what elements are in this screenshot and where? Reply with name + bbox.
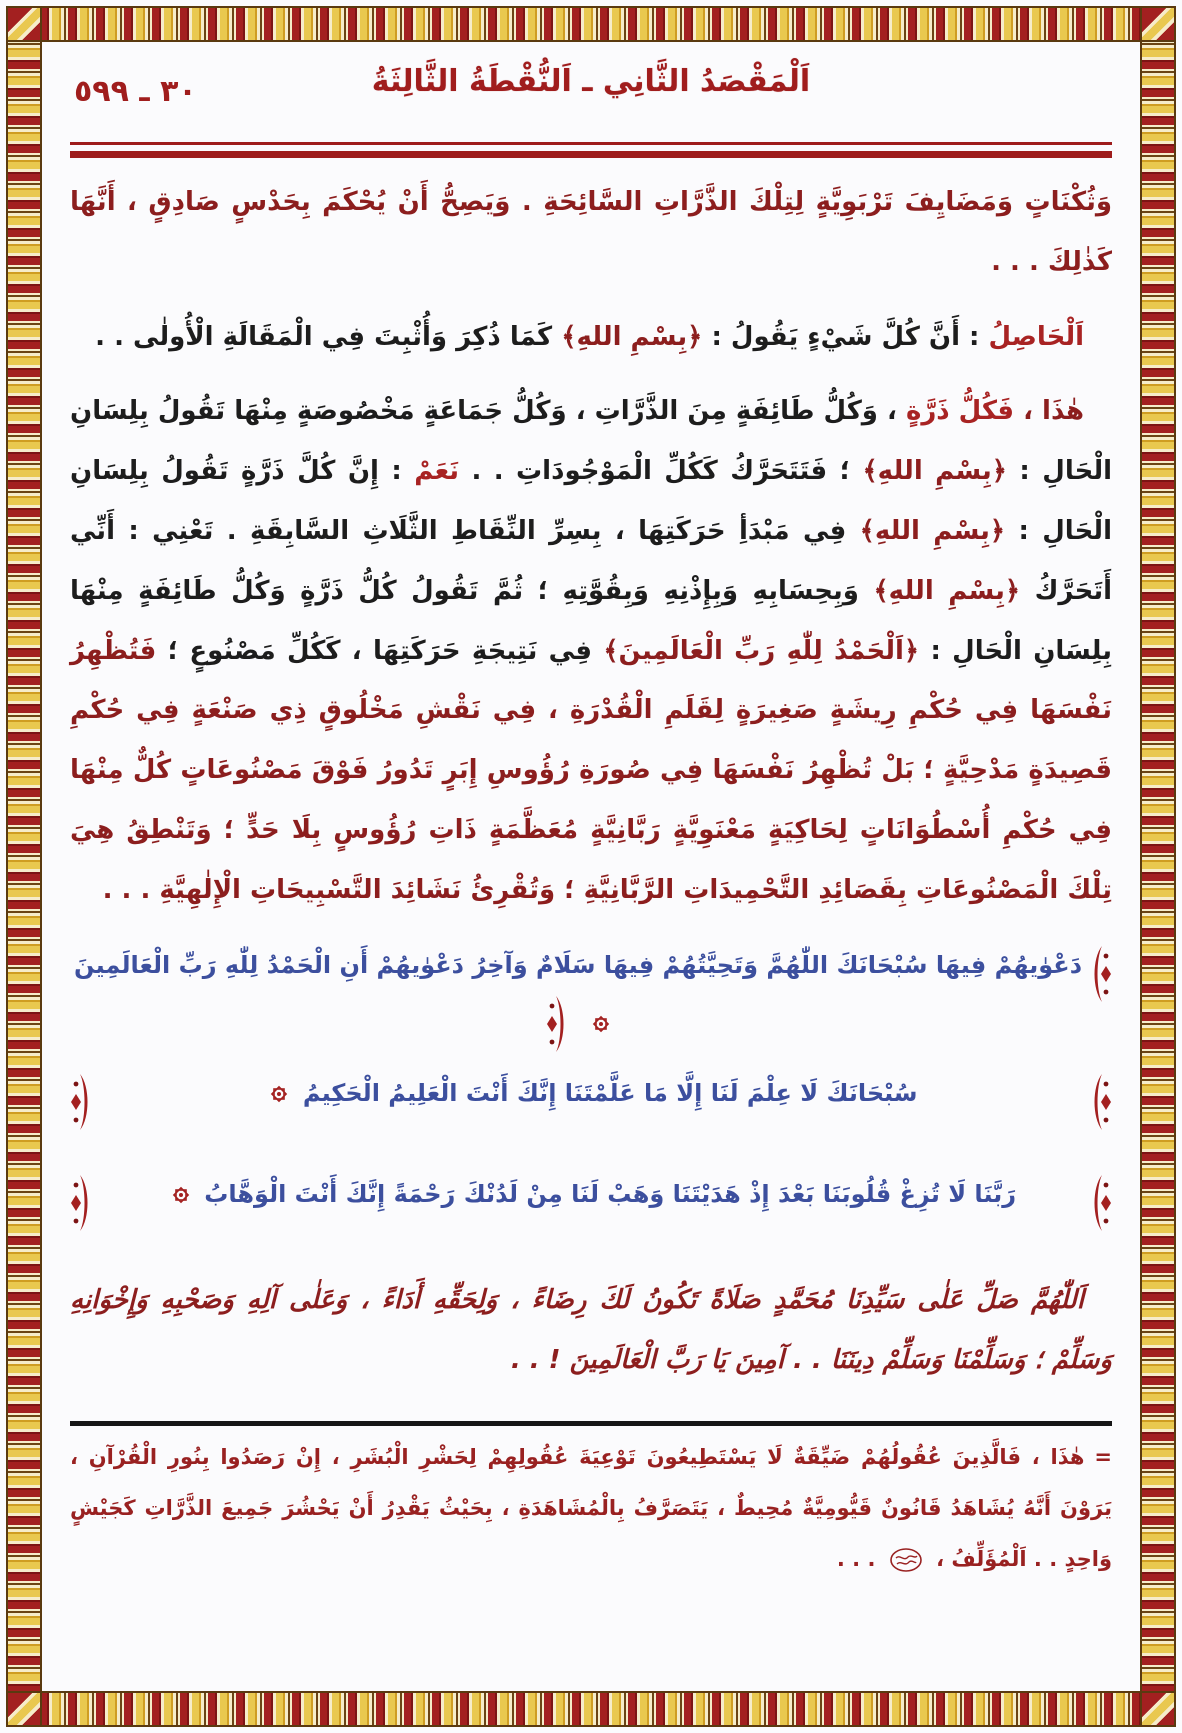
page-content (70, 54, 1112, 1683)
ornate-bracket-open-icon (1086, 936, 1112, 1027)
author-blessing-seal-icon (889, 1547, 923, 1573)
paragraph (70, 382, 1112, 920)
paragraph (70, 173, 1112, 293)
text-run: ؛ فَتَتَحَرَّكُ كَكُلِّ الْمَوْجُودَاتِ . . (459, 456, 863, 487)
verse-text: رَبَّنَا لَا تُزِغْ قُلُوبَنَا بَعْدَ إِذْ هَدَيْتَنَا وَهَبْ لَنَا مِنْ لَدُنْكَ رَحْمَةً إِنَّكَ أَنْتَ الْوَهَّابُ (204, 1180, 1017, 1209)
paragraph (70, 308, 1112, 368)
text-run: ، وَكُلُّ طَائِفَةٍ مِنَ الذَّرَّاتِ ، وَكُلُّ جَمَاعَةٍ مَخْصُوصَةٍ مِنْهَا تَقُولُ بِلِسَانِ الْحَالِ : (70, 396, 1112, 487)
border-corner-icon (1140, 1691, 1176, 1727)
rub-el-hizb-icon (592, 1015, 610, 1033)
text-run: فَتُظْهِرُ نَفْسَهَا فِي حُكْمِ رِيشَةٍ صَغِيرَةٍ لِقَلَمِ الْقُدْرَةِ ، فِي نَقْشِ مَخْلُوقٍ ذِي صَنْعَةٍ فِي حُكْمِ قَصِيدَةٍ مَدْحِيَّةٍ ؛ بَلْ تُظْهِرُ نَفْسَهَا فِي صُورَةِ رُؤُوسِ إِبَرٍ تَدُورُ فَوْقَ مَصْنُوعَاتٍ كُلٌّ مِنْهَا فِي حُكْمِ أُسْطُوَانَاتٍ لِحَاكِيَةٍ مَعْنَوِيَّةٍ رَبَّانِيَّةٍ مُعَظَّمَةٍ ذَاتِ رُؤُوسٍ بِلَا حَدٍّ ؛ وَتَنْطِقُ هِيَ تِلْكَ الْمَصْنُوعَاتِ بِقَصَائِدِ التَّحْمِيدَاتِ الرَّبَّانِيَّةِ ؛ وَتُقْرِئُ نَشَائِدَ التَّسْبِيحَاتِ الْإِلٰهِيَّةِ . . . (70, 635, 1112, 905)
quran-verse (70, 1165, 1112, 1256)
ornate-bracket-close-icon (546, 994, 572, 1054)
text-run: ﴿اَلْحَمْدُ لِلّٰهِ رَبِّ الْعَالَمِينَ﴾ (603, 635, 920, 666)
quran-verse (70, 1064, 1112, 1155)
closing-prayer: اَللّٰهُمَّ صَلِّ عَلٰى سَيِّدِنَا مُحَمَّدٍ صَلَاةً تَكُونُ لَكَ رِضَاءً ، وَلِحَقِّهِ أَدَاءً ، وَعَلٰى آلِهِ وَصَحْبِهِ وَإِخْوَانِهِ وَسَلِّمْ ؛ وَسَلِّمْنَا وَسَلِّمْ دِينَنَا . . آمِينَ يَا رَبَّ الْعَالَمِينَ ! . . (70, 1284, 1112, 1375)
footnote-text: هٰذَا ، فَالَّذِينَ عُقُولُهُمْ ضَيِّقَةٌ لَا يَسْتَطِيعُونَ تَوْعِيَةَ عُقُولِهِمْ لِحَشْرِ الْبُشَرِ ، إِنْ رَصَدُوا بِنُورِ الْقُرْآنِ ، يَرَوْنَ أَنَّهُ يُشَاهَدُ قَانُونٌ قَيُّومِيَّةٌ مُحِيطٌ ، يَتَصَرَّفُ بِالْمُشَاهَدَةِ ، بِحَيْثُ يَقْدِرُ أَنْ يَحْشُرَ جَمِيعَ الذَّرَّاتِ كَجَيْشٍ وَاحِدٍ . . اَلْمُؤَلِّفُ ، (70, 1444, 1112, 1572)
text-run: ﴿بِسْمِ اللهِ﴾ (862, 456, 1007, 487)
rub-el-hizb-icon (172, 1186, 190, 1204)
footnote (70, 1432, 1112, 1586)
text-run: فِي مَبْدَأِ حَرَكَتِهَا ، بِسِرِّ النِّقَاطِ الثَّلَاثِ السَّابِقَةِ . تَعْنِي : أَنِّي أَتَحَرَّكُ (70, 515, 1112, 606)
text-run: : إِنَّ كُلَّ ذَرَّةٍ تَقُولُ بِلِسَانِ الْحَالِ : (70, 456, 1112, 546)
page-number: ٣٠ ـ ٥٩٩ (74, 74, 197, 109)
footnote-text-end: . . . (836, 1547, 883, 1572)
footnote-continuation-marker: = (1094, 1444, 1112, 1469)
border-ornament-top (6, 6, 1176, 42)
text-run: ﴿بِسْمِ اللهِ﴾ (873, 575, 1021, 606)
ornate-bracket-close-icon (70, 1165, 96, 1256)
main-text (70, 173, 1112, 1391)
text-run: وَبِحِسَابِهِ وَبِإِذْنِهِ وَبِقُوَّتِهِ ؛ ثُمَّ تَقُولُ كُلُّ ذَرَّةٍ وَكُلُّ طَائِفَةٍ مِنْهَا بِلِسَانِ الْحَالِ : (70, 575, 1112, 666)
text-run: ﴿بِسْمِ اللهِ﴾ (859, 515, 1006, 546)
verse-text: سُبْحَانَكَ لَا عِلْمَ لَنَا إِلَّا مَا عَلَّمْتَنَا إِنَّكَ أَنْتَ الْعَلِيمُ الْحَكِيمُ (302, 1079, 918, 1108)
page-header (70, 64, 1112, 130)
ornate-bracket-close-icon (70, 1064, 96, 1155)
text-run: وَثُكْنَاتٍ وَمَضَايِفَ تَرْبَوِيَّةٍ لِتِلْكَ الذَّرَّاتِ السَّائِحَةِ . وَيَصِحُّ أَنْ يُحْكَمَ بِحَدْسٍ صَادِقٍ ، أَنَّهَا كَذٰلِكَ . . . (70, 187, 1112, 277)
border-ornament-left (6, 6, 42, 1727)
text-run: فِي نَتِيجَةِ حَرَكَتِهَا ، كَكُلِّ مَصْنُوعٍ ؛ (156, 635, 604, 666)
text-run: فَكُلُّ ذَرَّةٍ (905, 396, 1015, 427)
border-corner-icon (1140, 6, 1176, 42)
border-ornament-bottom (6, 1691, 1176, 1727)
header-divider (70, 142, 1112, 158)
border-ornament-right (1140, 6, 1176, 1727)
ornate-bracket-open-icon (1086, 1064, 1112, 1155)
text-run: اَلْحَاصِلُ (988, 321, 1084, 352)
verse-text-wrap (70, 936, 1086, 1055)
text-run: هٰذَا ، (1014, 396, 1084, 427)
border-corner-icon (6, 6, 42, 42)
border-corner-icon (6, 1691, 42, 1727)
text-run: ﴿بِسْمِ اللهِ﴾ (561, 321, 703, 352)
ornate-bracket-open-icon (1086, 1165, 1112, 1256)
text-run: نَعَمْ (414, 456, 460, 487)
verse-text-wrap (96, 1165, 1086, 1224)
footnote-divider (70, 1421, 1112, 1426)
text-run: كَمَا ذُكِرَ وَأُثْبِتَ فِي الْمَقَالَةِ الْأُولٰى . . (95, 321, 562, 352)
text-run: : أَنَّ كُلَّ شَيْءٍ يَقُولُ : (702, 321, 989, 352)
quran-verse (70, 936, 1112, 1055)
verse-text-wrap (96, 1064, 1086, 1123)
rub-el-hizb-icon (270, 1085, 288, 1103)
page-title: اَلْمَقْصَدُ الثَّانِي ـ اَلنُّقْطَةُ الثَّالِثَةُ (371, 64, 811, 99)
verse-text: دَعْوٰيهُمْ فِيهَا سُبْحَانَكَ اللّٰهُمَّ وَتَحِيَّتُهُمْ فِيهَا سَلَامٌ وَآخِرُ دَعْوٰيهُمْ أَنِ الْحَمْدُ لِلّٰهِ رَبِّ الْعَالَمِينَ (73, 950, 1083, 979)
